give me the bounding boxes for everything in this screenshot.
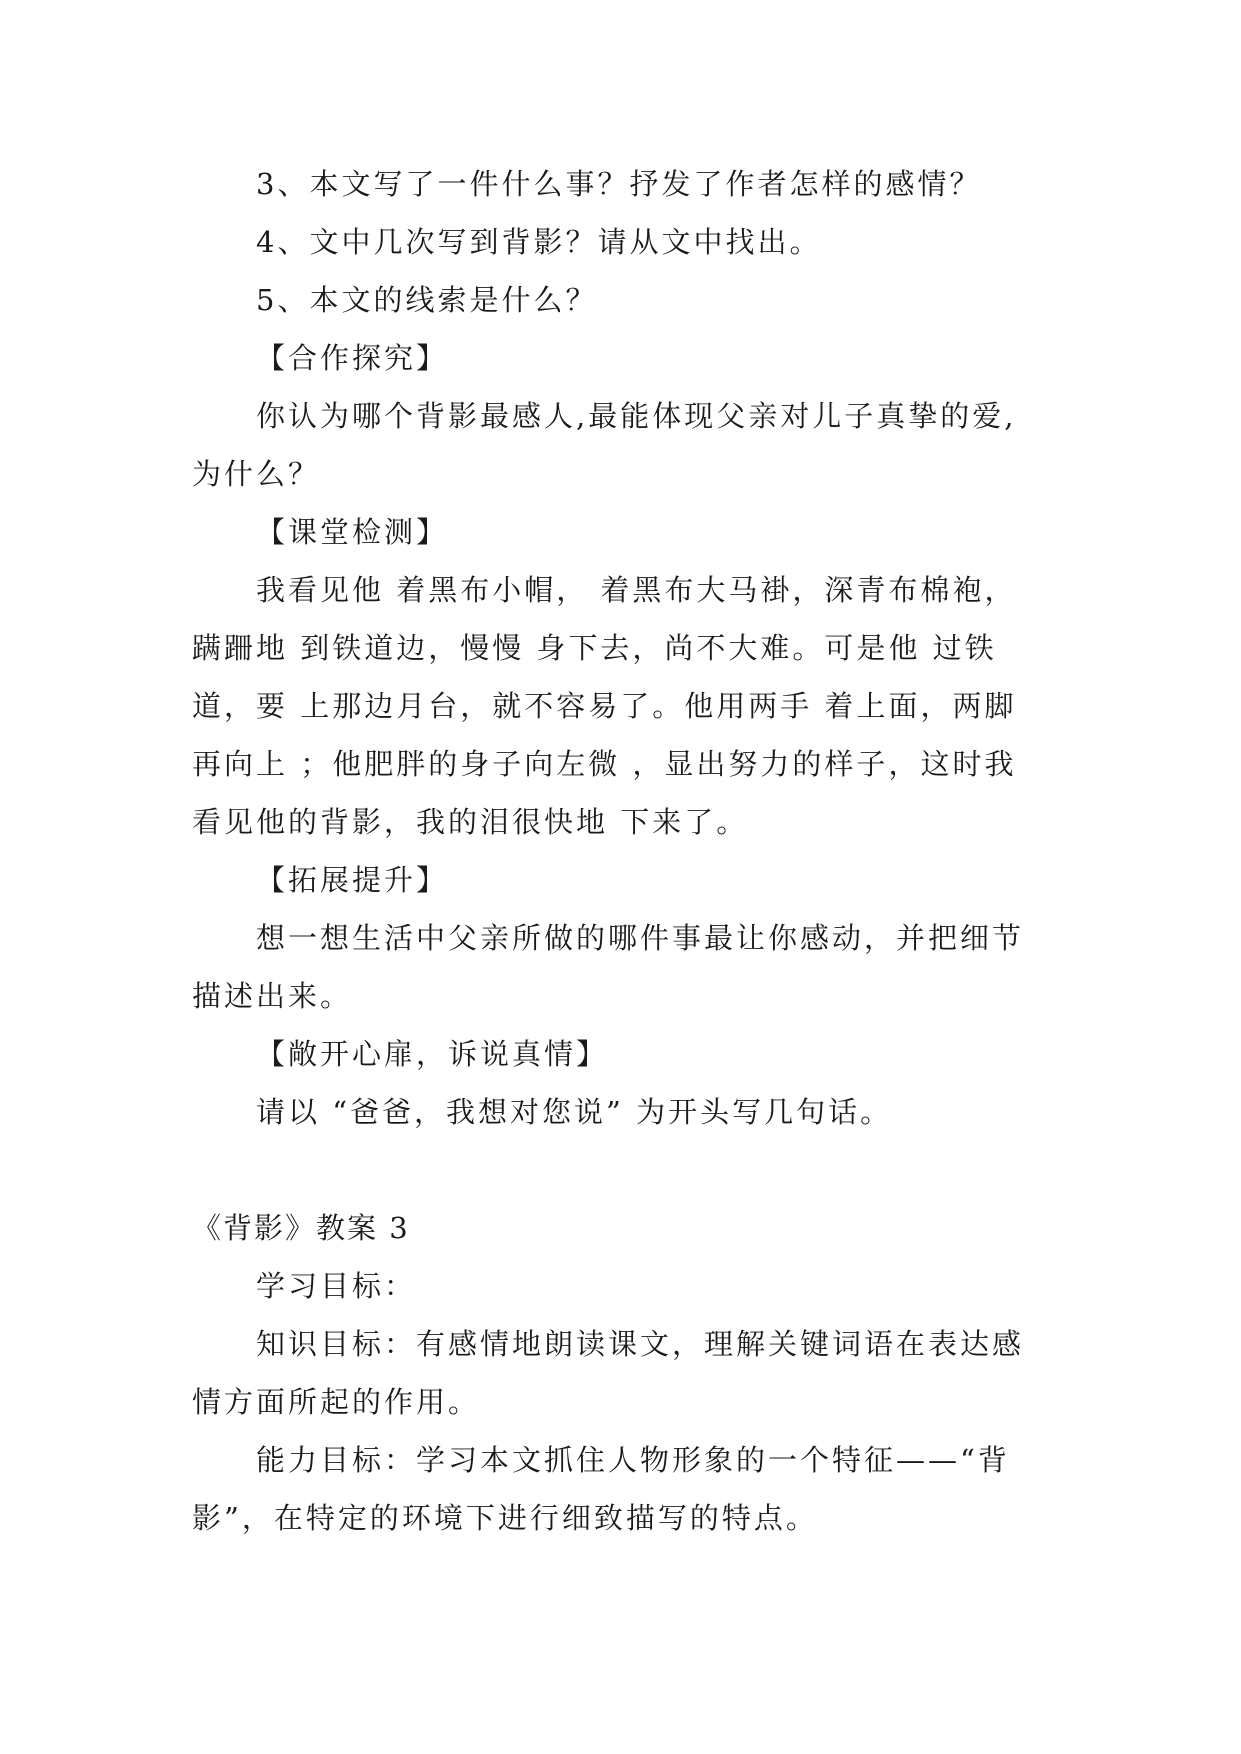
check-paragraph-line-4: 再向上 ；他肥胖的身子向左微 ，显出努力的样子，这时我 [192, 747, 1017, 781]
open-heart-heading: 【敞开心扉，诉说真情】 [256, 1037, 609, 1071]
check-paragraph-line-3: 道，要 上那边月台，就不容易了。他用两手 着上面，两脚 [192, 689, 1017, 723]
knowledge-objective-line-1: 知识目标：有感情地朗读课文，理解关键词语在表达感 [256, 1327, 1025, 1361]
cooperate-heading: 【合作探究】 [256, 341, 449, 375]
question-4: 4、文中几次写到背影？请从文中找出。 [256, 225, 822, 259]
knowledge-objective-line-2: 情方面所起的作用。 [192, 1385, 481, 1419]
extend-paragraph-line-2: 描述出来。 [192, 979, 353, 1013]
check-paragraph-line-5: 看见他的背影，我的泪很快地 下来了。 [192, 805, 749, 839]
check-paragraph-line-2: 蹒跚地 到铁道边，慢慢 身下去，尚不大难。可是他 过铁 [192, 631, 997, 665]
cooperate-paragraph-line-2: 为什么？ [192, 457, 321, 491]
question-3: 3、本文写了一件什么事？抒发了作者怎样的感情？ [256, 167, 982, 201]
ability-objective-line-1: 能力目标：学习本文抓住人物形象的一个特征——“背 [256, 1443, 1010, 1477]
check-heading: 【课堂检测】 [256, 515, 449, 549]
open-heart-paragraph: 请以 “爸爸，我想对您说” 为开头写几句话。 [256, 1095, 893, 1129]
objectives-label: 学习目标： [256, 1269, 417, 1303]
extend-heading: 【拓展提升】 [256, 863, 449, 897]
extend-paragraph-line-1: 想一想生活中父亲所做的哪件事最让你感动，并把细节 [256, 921, 1025, 955]
check-paragraph-line-1: 我看见他 着黑布小帽， 着黑布大马褂，深青布棉袍， [256, 573, 1017, 607]
question-5: 5、本文的线索是什么？ [256, 283, 598, 317]
ability-objective-line-2: 影”，在特定的环境下进行细致描写的特点。 [192, 1501, 818, 1535]
cooperate-paragraph-line-1: 你认为哪个背影最感人,最能体现父亲对儿子真挚的爱, [256, 399, 1017, 433]
lesson-3-title: 《背影》教案 3 [192, 1211, 410, 1245]
